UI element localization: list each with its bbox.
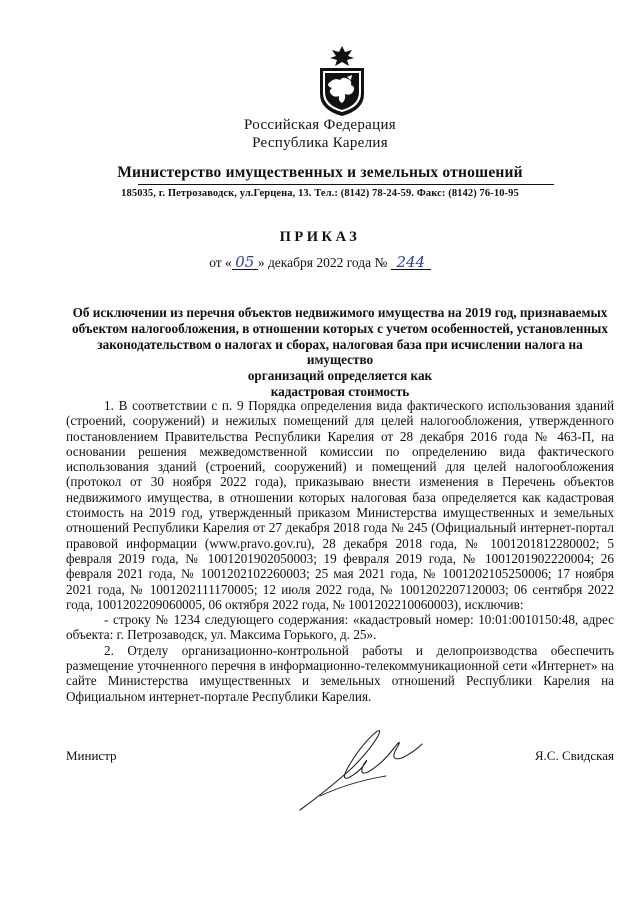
karelia-coat-of-arms-icon: [316, 46, 368, 116]
title-line: организаций определяется как: [247, 368, 433, 384]
order-date-prefix: от «: [209, 255, 232, 270]
title-line: объектом налогообложения, в отношении которых с учетом особенностей, установленных: [72, 320, 608, 336]
header-rule: [138, 184, 554, 185]
republic-name: Республика Карелия: [252, 135, 388, 151]
title-line: Об исключении из перечня объектов недвижимого имущества на 2019 год, признаваемых: [72, 305, 608, 320]
paragraph-1-item: - строку № 1234 следующего содержания: «кадастровый номер: 10:01:0010150:48, адрес объекта: г. Петрозаводск, ул. Максима Горького, д. 25».: [66, 612, 614, 643]
document-body: [66, 398, 614, 704]
order-date-line: [0, 255, 640, 271]
signatory-title: Министр: [66, 748, 117, 763]
order-day-handwritten: 05: [232, 255, 258, 270]
document-title: [66, 305, 614, 400]
ministry-name: Министерство имущественных и земельных отношений: [117, 164, 523, 181]
title-line: законодательством о налогах и сборах, налоговая база при исчислении налога на имущество: [97, 336, 583, 368]
country-name: Российская Федерация: [244, 117, 396, 133]
order-date-suffix: » декабря 2022 года №: [257, 255, 388, 270]
order-title: ПРИКАЗ: [279, 229, 361, 245]
paragraph-1: 1. В соответствии с п. 9 Порядка определения вида фактического использования зданий (строений, сооружений) и нежилых помещений для целей налогообложения, утвержденного постановлением Правительства Республики Карелия от 28 декабря 2016 года № 463-П, на основании решения межведомственной комиссии по определению вида фактического использования зданий (строений, сооружений) и помещений для целей налогообложения (протокол от 30 ноября 2022 года), приказываю внести изменения в Перечень объектов недвижимого имущества, в отношении которых налоговая база определяется как кадастровая стоимость на 2019 год, утвержденный приказом Министерства имущественных и земельных отношений Республики Карелия от 27 декабря 2018 года № 245 (Официальный интернет-портал правовой информации (www.pravo.gov.ru), 28 декабря 2018 года, № 1001201812280002; 5 февраля 2019 года, № 1001201902050003; 19 февраля 2019 года, № 1001201902220004; 26 февраля 2021 года, № 1001202102260003; 25 мая 2021 года, № 1001202105250006; 17 ноября 2021 года, № 1001202111170005; 12 июля 2022 года, № 1001202207120003; 06 сентября 2022 года, 1001202209060005, 06 октября 2022 года, № 1001202210060003), исключив:: [66, 398, 614, 612]
title-line: кадастровая стоимость: [270, 383, 410, 399]
order-number-handwritten: 244: [391, 255, 431, 270]
country-header: [0, 116, 640, 152]
signatory-name: Я.С. Свидская: [534, 748, 614, 763]
paragraph-2: 2. Отделу организационно-контрольной работы и делопроизводства обеспечить размещение уточненного перечня в информационно-телекоммуникационной сети «Интернет» на сайте Министерства имущественных и земельных отношений Республики Карелия на Официальном интернет-портале Республики Карелия.: [66, 642, 614, 704]
handwritten-signature-icon: [290, 718, 430, 818]
ministry-address: 185035, г. Петрозаводск, ул.Герцена, 13. Тел.: (8142) 78-24-59. Факс: (8142) 76-10-95: [121, 188, 519, 199]
